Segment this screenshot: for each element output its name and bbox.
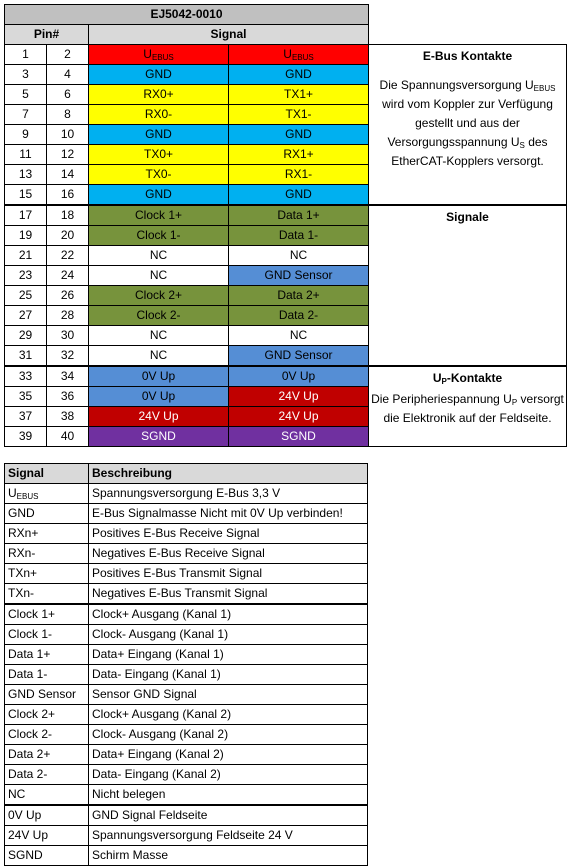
desc-row: [5, 745, 368, 765]
signal-label: TXn-: [8, 586, 35, 600]
signal-header: Signal: [89, 25, 369, 45]
signal-label: Clock 2+: [134, 288, 183, 302]
pin-number: 10: [47, 125, 89, 145]
signal-label: TX0+: [143, 147, 173, 161]
signal-label: Clock 2-: [8, 727, 53, 741]
signal-label: GND: [8, 506, 35, 520]
desc-signal: [5, 805, 89, 826]
desc-signal: [5, 826, 89, 846]
signal-label: TX1+: [283, 87, 313, 101]
desc-signal: [5, 504, 89, 524]
pin-number: 32: [47, 346, 89, 367]
signal-subscript: EBUS: [151, 53, 174, 62]
pin-number: 16: [47, 185, 89, 206]
table-title: EJ5042-0010: [5, 5, 369, 25]
desc-text: Spannungsversorgung Feldseite 24 V: [89, 826, 368, 846]
note-text: Die Peripheriespannung U: [371, 392, 512, 406]
pin-number: 19: [5, 226, 47, 246]
signal-label: 24V Up: [138, 409, 179, 423]
desc-header-description: Beschreibung: [89, 464, 368, 484]
signal-label: U: [8, 486, 17, 500]
note-title: [371, 45, 564, 66]
pin-signal: [89, 387, 229, 407]
signal-label: RXn+: [8, 526, 39, 540]
desc-signal: [5, 544, 89, 564]
desc-row: [5, 826, 368, 846]
note-body: [371, 76, 564, 171]
signal-label: TXn+: [8, 566, 38, 580]
pin-number: 33: [5, 366, 47, 387]
desc-text: Data- Eingang (Kanal 2): [89, 765, 368, 785]
desc-header-signal: Signal: [5, 464, 89, 484]
note-text: wird vom Koppler zur Verfügung gestellt und aus der Versorgungsspannung U: [382, 97, 553, 149]
pin-number: 28: [47, 306, 89, 326]
desc-text: Negatives E-Bus Transmit Signal: [89, 584, 368, 605]
desc-row: [5, 685, 368, 705]
pin-signal: [89, 366, 229, 387]
pin-number: 17: [5, 205, 47, 226]
signal-label: 24V Up: [278, 389, 319, 403]
desc-row: [5, 564, 368, 584]
pin-number: 40: [47, 427, 89, 447]
signal-label: 0V Up: [281, 369, 316, 383]
signal-label: NC: [149, 248, 168, 262]
note-signale: [369, 205, 567, 366]
note-text: versorgt die Elektronik auf der Feldseite.: [383, 392, 564, 425]
note-title: [371, 367, 564, 388]
note-title: [371, 206, 564, 227]
note-title-text: E-Bus Kontakte: [422, 49, 513, 63]
signal-label: 0V Up: [141, 369, 176, 383]
desc-row: [5, 846, 368, 866]
pin-signal: [229, 205, 369, 226]
signal-label: 24V Up: [8, 828, 49, 842]
pin-signal: [229, 85, 369, 105]
pin-assignment-table: [4, 4, 567, 447]
desc-signal: [5, 765, 89, 785]
signal-label: RX1-: [284, 167, 313, 181]
pin-number: 11: [5, 145, 47, 165]
desc-signal: [5, 564, 89, 584]
pin-number: 27: [5, 306, 47, 326]
signal-label: 24V Up: [278, 409, 319, 423]
desc-text: Nicht belegen: [89, 785, 368, 806]
pin-signal: [229, 246, 369, 266]
signal-label: NC: [149, 348, 168, 362]
pin-number: 35: [5, 387, 47, 407]
desc-text: Data+ Eingang (Kanal 1): [89, 645, 368, 665]
desc-text: Schirm Masse: [89, 846, 368, 866]
note-subscript: S: [519, 141, 525, 150]
signal-label: SGND: [141, 429, 176, 443]
desc-text: Spannungsversorgung E-Bus 3,3 V: [89, 484, 368, 504]
note-subscript: EBUS: [533, 84, 556, 93]
desc-signal: [5, 705, 89, 725]
desc-row: [5, 625, 368, 645]
signal-label: Clock 2+: [8, 707, 56, 721]
pin-row: [5, 45, 567, 65]
pin-number: 24: [47, 266, 89, 286]
signal-label: GND: [145, 187, 172, 201]
signal-label: TX1-: [285, 107, 312, 121]
pin-number: 37: [5, 407, 47, 427]
signal-label: U: [143, 47, 152, 61]
signal-label: Data 1-: [278, 228, 319, 242]
note-text: Die Spannungsversorgung U: [379, 78, 534, 92]
signal-label: GND: [145, 67, 172, 81]
note-subscript: P: [511, 398, 518, 407]
desc-row: [5, 544, 368, 564]
pin-header: Pin#: [5, 25, 89, 45]
pin-number: 38: [47, 407, 89, 427]
desc-signal: [5, 625, 89, 645]
desc-signal: [5, 745, 89, 765]
pin-signal: [89, 185, 229, 206]
desc-text: Clock- Ausgang (Kanal 1): [89, 625, 368, 645]
pin-number: 30: [47, 326, 89, 346]
pin-number: 4: [47, 65, 89, 85]
pin-number: 26: [47, 286, 89, 306]
desc-signal: [5, 725, 89, 745]
pin-signal: [229, 266, 369, 286]
pin-row: [5, 366, 567, 387]
pin-number: 23: [5, 266, 47, 286]
desc-text: Negatives E-Bus Receive Signal: [89, 544, 368, 564]
signal-label: Clock 2-: [136, 308, 181, 322]
signal-label: GND: [145, 127, 172, 141]
signal-label: GND Sensor: [264, 348, 333, 362]
pin-number: 22: [47, 246, 89, 266]
pin-signal: [89, 65, 229, 85]
pin-number: 39: [5, 427, 47, 447]
signal-label: RX1+: [283, 147, 314, 161]
pin-number: 18: [47, 205, 89, 226]
desc-text: Data+ Eingang (Kanal 2): [89, 745, 368, 765]
desc-row: [5, 645, 368, 665]
pin-signal: [89, 306, 229, 326]
signal-label: Clock 1-: [136, 228, 181, 242]
note-ebus: [369, 45, 567, 206]
desc-signal: [5, 584, 89, 605]
signal-label: NC: [8, 787, 26, 801]
note-up: [369, 366, 567, 447]
desc-signal: [5, 846, 89, 866]
pin-signal: [89, 246, 229, 266]
pin-number: 14: [47, 165, 89, 185]
desc-row: [5, 725, 368, 745]
pin-number: 9: [5, 125, 47, 145]
pin-signal: [89, 165, 229, 185]
desc-text: Clock- Ausgang (Kanal 2): [89, 725, 368, 745]
signal-description-table: [4, 463, 368, 866]
note-title-text: Signale: [446, 210, 489, 224]
desc-signal: [5, 645, 89, 665]
desc-signal: [5, 484, 89, 504]
pin-signal: [229, 165, 369, 185]
signal-label: 0V Up: [8, 808, 42, 822]
signal-label: NC: [289, 248, 308, 262]
signal-label: Data 2-: [8, 767, 48, 781]
signal-label: GND Sensor: [8, 687, 77, 701]
note-title-text: -Kontakte: [446, 371, 503, 385]
signal-label: GND Sensor: [264, 268, 333, 282]
desc-text: Clock+ Ausgang (Kanal 2): [89, 705, 368, 725]
pin-number: 3: [5, 65, 47, 85]
signal-label: Data 2+: [277, 288, 320, 302]
signal-label: Data 2+: [8, 747, 51, 761]
desc-text: Positives E-Bus Transmit Signal: [89, 564, 368, 584]
desc-signal: [5, 604, 89, 625]
pin-signal: [89, 205, 229, 226]
signal-label: GND: [285, 67, 312, 81]
desc-row: [5, 665, 368, 685]
pin-number: 15: [5, 185, 47, 206]
signal-label: RX0-: [144, 107, 173, 121]
pin-number: 29: [5, 326, 47, 346]
pin-number: 12: [47, 145, 89, 165]
desc-text: Data- Eingang (Kanal 1): [89, 665, 368, 685]
pin-signal: [229, 226, 369, 246]
desc-text: Sensor GND Signal: [89, 685, 368, 705]
pin-signal: [89, 45, 229, 65]
pin-signal: [229, 286, 369, 306]
pin-number: 6: [47, 85, 89, 105]
pin-signal: [229, 306, 369, 326]
pin-signal: [229, 407, 369, 427]
desc-signal: [5, 524, 89, 544]
signal-label: SGND: [281, 429, 316, 443]
note-body: [371, 390, 564, 428]
pin-number: 1: [5, 45, 47, 65]
signal-subscript: EBUS: [16, 492, 39, 501]
signal-label: GND: [285, 127, 312, 141]
desc-row: [5, 765, 368, 785]
pin-signal: [89, 105, 229, 125]
pin-number: 20: [47, 226, 89, 246]
signal-label: SGND: [8, 848, 43, 862]
pin-signal: [89, 145, 229, 165]
desc-text: Clock+ Ausgang (Kanal 1): [89, 604, 368, 625]
signal-label: NC: [149, 328, 168, 342]
desc-row: [5, 785, 368, 806]
pin-number: 21: [5, 246, 47, 266]
pin-number: 7: [5, 105, 47, 125]
pin-signal: [89, 286, 229, 306]
desc-row: [5, 584, 368, 605]
pin-signal: [229, 65, 369, 85]
pin-signal: [89, 266, 229, 286]
signal-label: Clock 1-: [8, 627, 53, 641]
desc-text: E-Bus Signalmasse Nicht mit 0V Up verbinden!: [89, 504, 368, 524]
signal-label: NC: [289, 328, 308, 342]
signal-label: Clock 1+: [134, 208, 183, 222]
pin-signal: [229, 145, 369, 165]
signal-label: Data 2-: [278, 308, 319, 322]
pin-signal: [89, 407, 229, 427]
signal-label: Data 1-: [8, 667, 48, 681]
desc-signal: [5, 785, 89, 806]
signal-label: TX0-: [145, 167, 172, 181]
desc-signal: [5, 665, 89, 685]
note-title-text: U: [432, 371, 442, 385]
desc-row: [5, 504, 368, 524]
desc-row: [5, 705, 368, 725]
signal-subscript: EBUS: [291, 53, 314, 62]
pin-number: 36: [47, 387, 89, 407]
pin-signal: [229, 326, 369, 346]
note-subscript: P: [441, 377, 447, 386]
signal-label: Data 1+: [277, 208, 320, 222]
signal-label: RXn-: [8, 546, 36, 560]
pin-number: 25: [5, 286, 47, 306]
signal-label: GND: [285, 187, 312, 201]
pin-signal: [229, 387, 369, 407]
note-text: des EtherCAT-Kopplers versorgt.: [391, 135, 548, 168]
pin-signal: [89, 85, 229, 105]
pin-signal: [89, 125, 229, 145]
desc-signal: [5, 685, 89, 705]
pin-signal: [89, 326, 229, 346]
pin-signal: [89, 427, 229, 447]
pin-signal: [229, 427, 369, 447]
pin-number: 5: [5, 85, 47, 105]
pin-number: 2: [47, 45, 89, 65]
desc-row: [5, 604, 368, 625]
pin-signal: [229, 346, 369, 367]
pin-signal: [89, 346, 229, 367]
pin-signal: [229, 105, 369, 125]
signal-label: Data 1+: [8, 647, 51, 661]
pin-row: [5, 205, 567, 226]
pin-signal: [229, 366, 369, 387]
signal-label: U: [283, 47, 292, 61]
pin-signal: [229, 125, 369, 145]
pin-signal: [229, 185, 369, 206]
pin-number: 13: [5, 165, 47, 185]
pin-signal: [229, 45, 369, 65]
desc-row: [5, 805, 368, 826]
signal-label: Clock 1+: [8, 607, 56, 621]
desc-row: [5, 484, 368, 504]
desc-text: GND Signal Feldseite: [89, 805, 368, 826]
pin-signal: [89, 226, 229, 246]
desc-row: [5, 524, 368, 544]
pin-number: 34: [47, 366, 89, 387]
signal-label: RX0+: [143, 87, 174, 101]
signal-label: NC: [149, 268, 168, 282]
signal-label: 0V Up: [141, 389, 176, 403]
desc-text: Positives E-Bus Receive Signal: [89, 524, 368, 544]
pin-number: 31: [5, 346, 47, 367]
pin-number: 8: [47, 105, 89, 125]
